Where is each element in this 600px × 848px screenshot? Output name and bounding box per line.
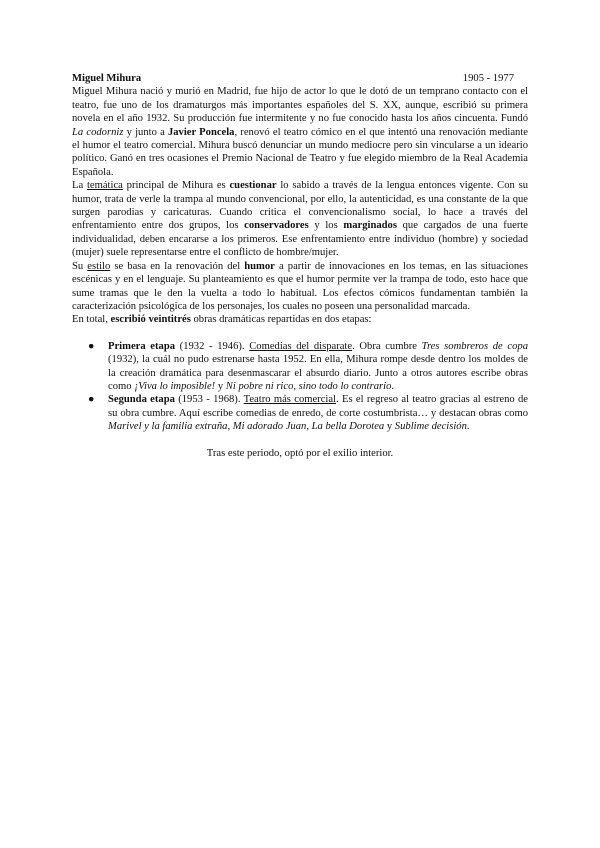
text-run: La [72, 180, 87, 192]
text-run: principal de Mihura es [122, 180, 230, 192]
underlined-text: estilo [87, 260, 111, 272]
text-run: (1932 - 1946). [175, 340, 250, 352]
text-run: , [227, 421, 233, 433]
text-run: En total, [72, 314, 111, 326]
text-run: , renovó el teatro cómico en el que intentó una renovación mediante el humor el teatro comercial. Mihura buscó denunciar un mundo mediocre pero sin vincularse a un ideario político. Ganó en tres ocasiones el Premio Nacional de Teatro y fue elegido miembro de la Real Academia Española. [72, 126, 529, 178]
document-header [72, 72, 528, 85]
italic-text: Tres sombreros de copa [421, 340, 528, 352]
text-run: se basa en la renovación del [110, 260, 245, 272]
text-run: lo sabido a través de la lengua entonces vigente. Con su humor, trata de verle la trampa al mundo convencional, por ello, la autenticidad, es una constante de la que surgen parodias y caricaturas. Cuando critica el convencionalismo social, lo hace a través del enfrentamiento entre dos grupos, los [72, 180, 529, 232]
paragraph-total [72, 313, 528, 326]
text-run: que cargados de una fuerte individualidad, deben encararse a los primeros. Ese enfrentamiento entre individuo (hombre) y sociedad (mujer) suele representarse entre el conflicto de hombre/mujer. [72, 220, 529, 259]
italic-text: Ni pobre ni rico, sino todo lo contrario [225, 380, 392, 392]
bullet-icon: ● [88, 394, 95, 406]
paragraph-estilo [72, 260, 528, 314]
underlined-text: temática [86, 180, 123, 192]
italic-text: ¡Viva lo imposible! [134, 380, 216, 392]
bullet-icon: ● [88, 340, 95, 352]
text-run: , [306, 421, 312, 433]
text-run: Miguel Mihura nació y murió en Madrid, fue hijo de actor lo que le dotó de un temprano contacto con el teatro, fue uno de los dramaturgos más importantes españoles del S. XX, aunque, escribió su primera novela en el año 1932. Su producción fue intermitente y no fue conocido hasta los años cincuenta. Fundó [72, 86, 528, 125]
author-dates: 1905 - 1977 [462, 73, 514, 84]
document-title: Miguel Mihura [72, 73, 142, 84]
bold-text: Segunda etapa [108, 394, 175, 406]
text-run: y [384, 421, 395, 433]
text-run: . [466, 421, 470, 433]
text-run: . Obra cumbre [352, 340, 422, 352]
italic-text: La bella Dorotea [311, 421, 385, 433]
bold-text: conservadores [244, 220, 309, 232]
document-page [72, 72, 528, 460]
paragraph-tematica [72, 179, 528, 259]
italic-text: Mi adorado Juan [232, 421, 307, 433]
text-run: Su [72, 260, 88, 272]
paragraph-biography [72, 85, 528, 179]
text-run: . [391, 380, 395, 392]
text-run: obras dramáticas repartidas en dos etapas: [190, 314, 372, 326]
italic-text: La codorniz [72, 126, 124, 138]
bold-text: Javier Poncela [167, 126, 235, 138]
text-run: y [215, 380, 226, 392]
etapas-list [72, 340, 528, 434]
bold-text: humor [244, 260, 275, 272]
closing-line: Tras este periodo, optó por el exilio interior. [206, 447, 394, 459]
underlined-text: Comedias del disparate [249, 340, 353, 352]
text-run: a partir de innovaciones en los temas, en las situaciones escénicas y en el lenguaje. Su planteamiento es que el humor permite ver la trampa de todo, esto hace que sume tramas que le den la vuelta a todo lo habitual. Los efectos cómicos fundamentan también la caracterización psicológica de los personajes, los cuales no poseen una personalidad marcada. [72, 260, 528, 312]
text-run: y junto a [123, 126, 168, 138]
italic-text: Marivel y la familia extraña [108, 421, 228, 433]
text-run: . Es el regreso al teatro gracias al estreno de su obra cumbre. Aquí escribe comedias de enredo, de corte costumbrista… y destacan obras como [108, 394, 528, 419]
underlined-text: Teatro más comercial [243, 394, 337, 406]
italic-text: Sublime decisión [394, 421, 467, 433]
bold-text: cuestionar [229, 180, 277, 192]
text-run: (1932), la cuál no pudo estrenarse hasta 1952. En ella, Mihura rompe desde dentro los moldes de la creación dramática para desenmascarar el absurdo diario. Junto a otros autores escribe obras como [108, 354, 528, 392]
list-item [88, 393, 528, 433]
text-run: y los [308, 220, 344, 232]
bold-text: marginados [343, 220, 397, 232]
text-run: (1953 - 1968). [174, 394, 244, 406]
bold-text: Primera etapa [108, 340, 176, 352]
list-item [88, 340, 528, 394]
bold-text: escribió veintitrés [110, 314, 191, 326]
